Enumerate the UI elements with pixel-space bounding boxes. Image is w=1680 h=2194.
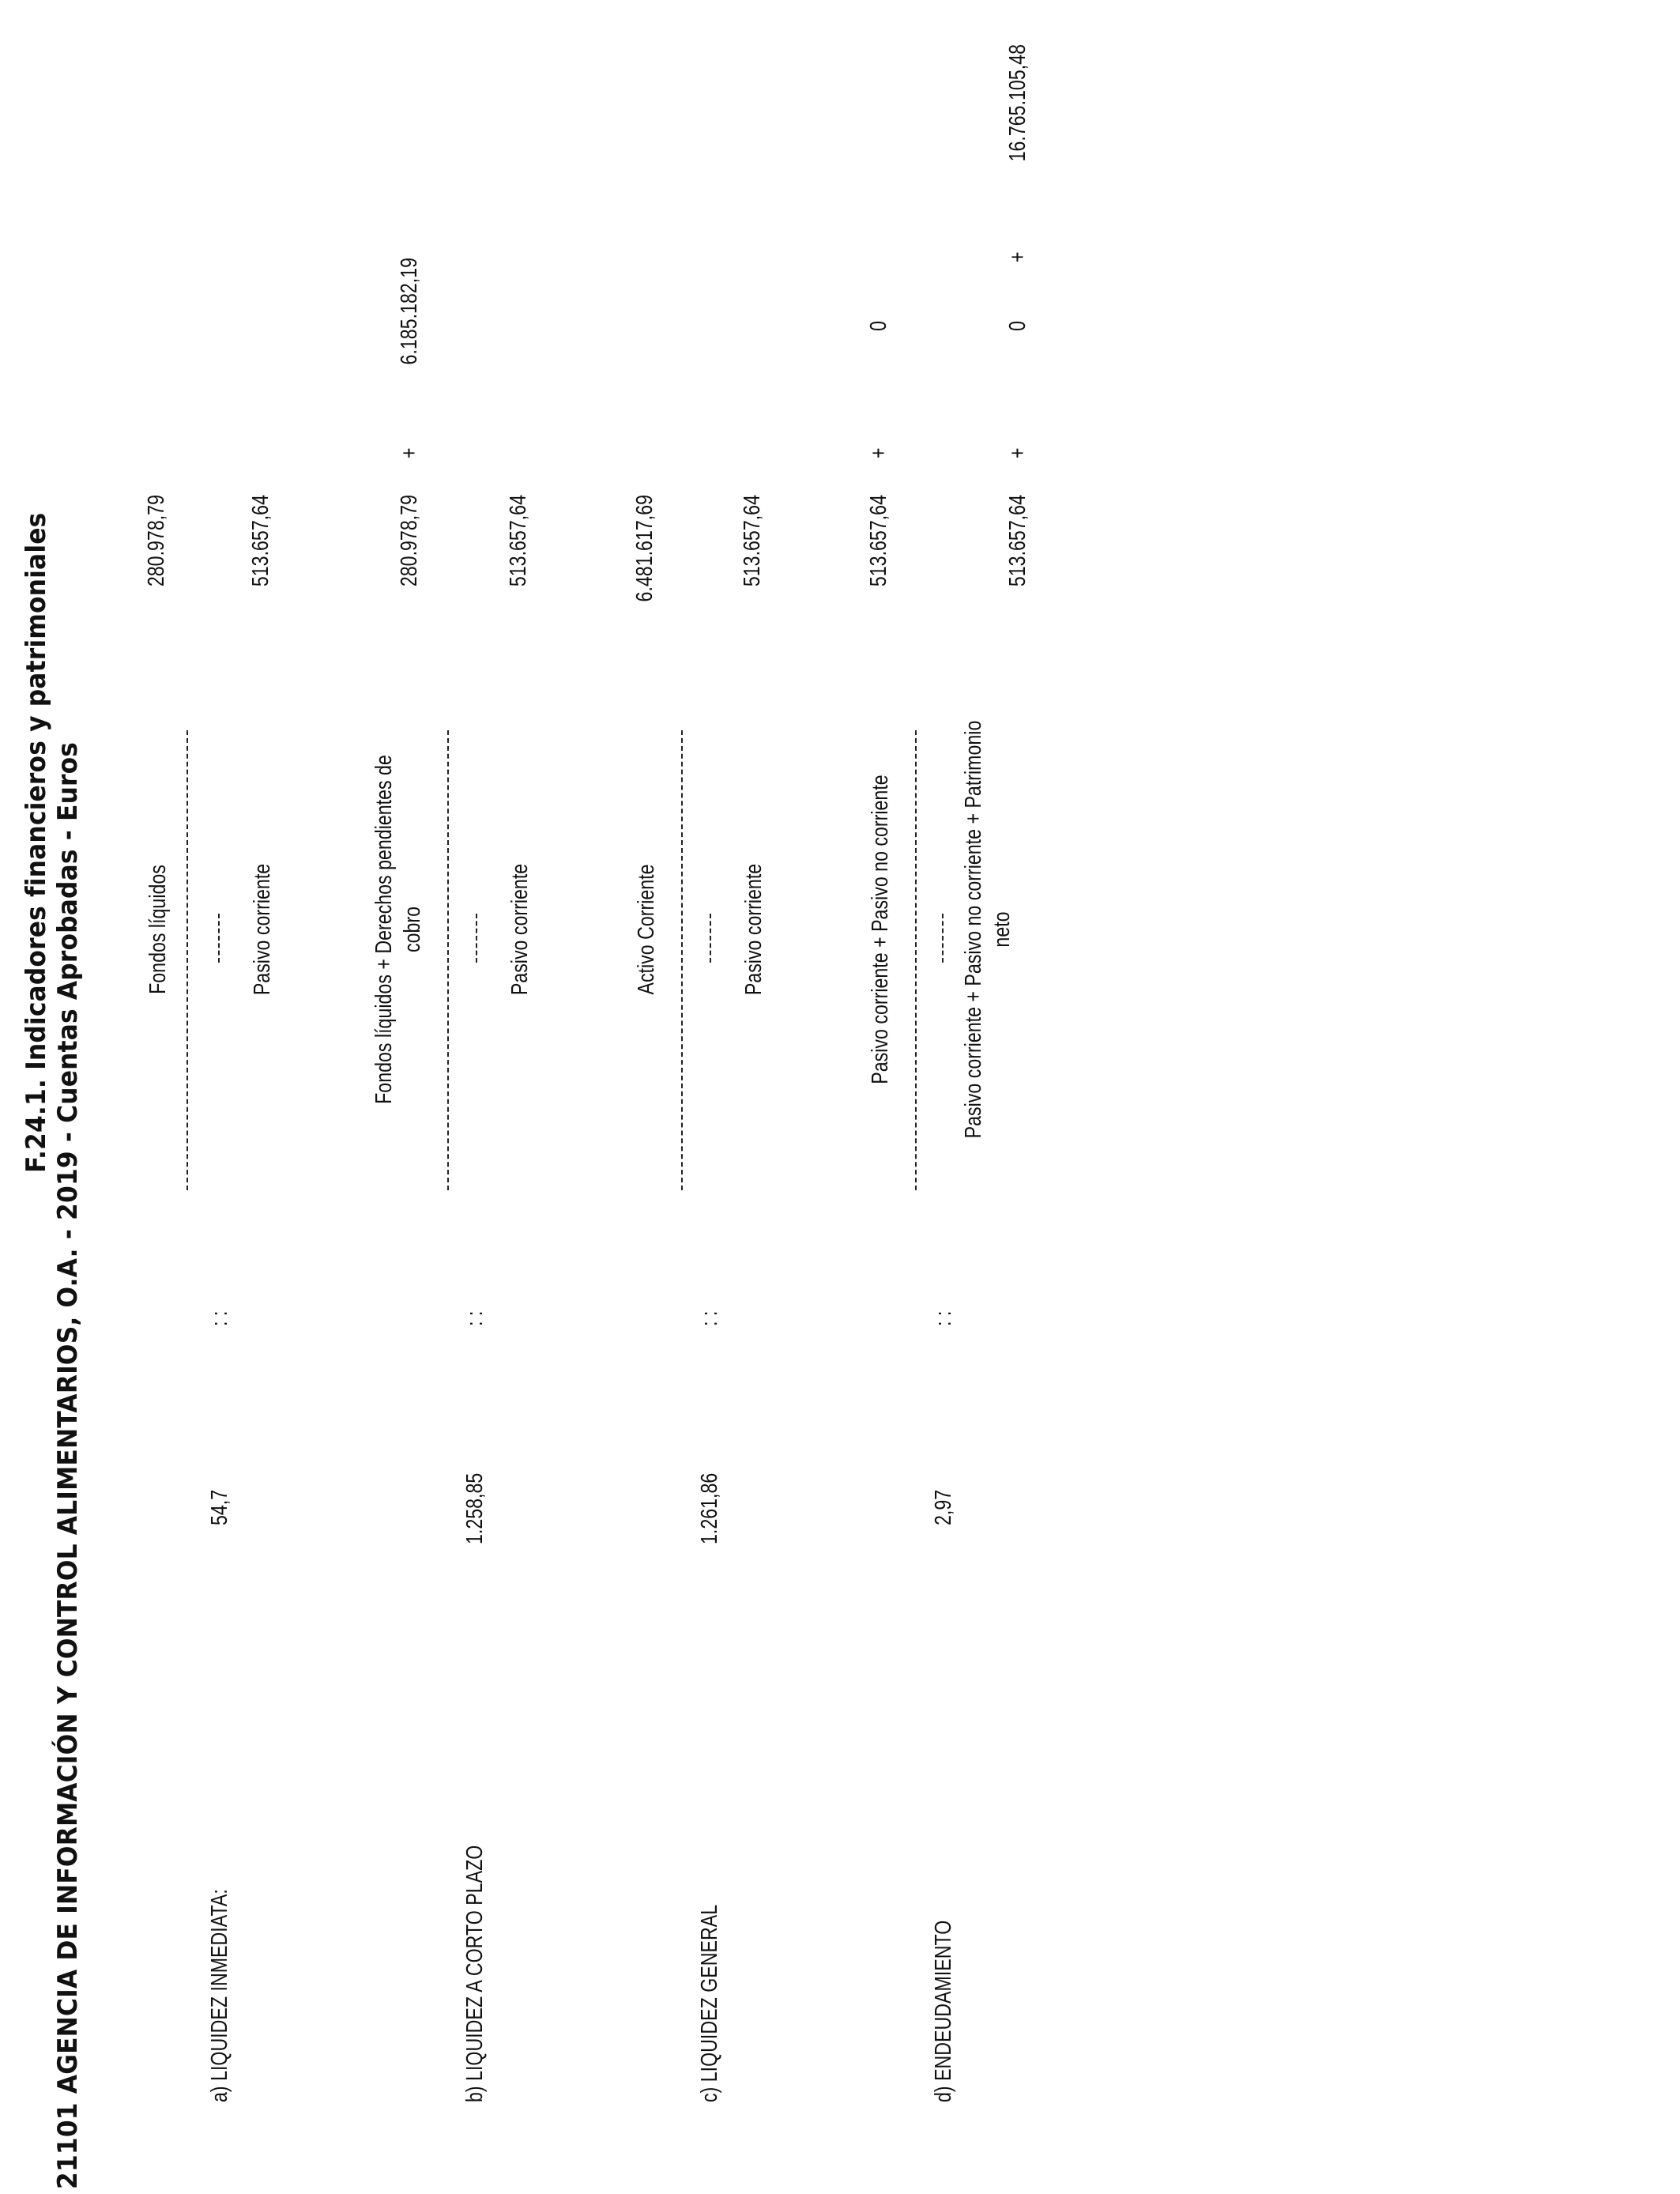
indicator-d-denominator-plus-2: +	[1005, 251, 1030, 262]
indicator-b-denominator-text: Pasivo corriente	[507, 863, 533, 996]
indicator-d-value: 2,97	[931, 1489, 956, 1525]
indicator-b-numerator-text: Fondos líquidos + Derechos pendientes de cobro	[371, 755, 425, 1104]
indicator-c-mini-divider	[710, 914, 711, 963]
indicator-a-denominator-value: 513.657,64	[248, 495, 273, 587]
indicator-d-denominator-text: Pasivo corriente + Pasivo no corriente + Patrimonio neto	[961, 720, 1015, 1139]
report-title: F.24.1. Indicadores financieros y patrimoniales	[21, 512, 52, 1173]
indicator-d-numerator-value-2: 0	[866, 321, 891, 331]
report-subtitle: 21101 AGENCIA DE INFORMACIÓN Y CONTROL ALIMENTARIOS, O.A. - 2019 - Cuentas Aprobadas - Euros	[52, 741, 84, 2189]
indicator-c-denominator-text: Pasivo corriente	[741, 863, 767, 996]
indicator-b-plus: +	[397, 447, 422, 458]
indicator-b-label: b) LIQUIDEZ A CORTO PLAZO	[462, 1845, 488, 2102]
indicator-a-numerator-text: Fondos líquidos	[145, 865, 171, 994]
indicator-c-numerator-text: Activo Corriente	[634, 864, 659, 995]
indicator-a-mini-divider	[218, 914, 220, 963]
indicator-b-mini-divider	[476, 914, 477, 963]
indicator-d-mini-divider	[942, 914, 944, 963]
indicator-a-value: 54,7	[207, 1489, 232, 1525]
indicator-d-denominator-plus-1: +	[1005, 447, 1030, 458]
indicator-a-denominator-text: Pasivo corriente	[250, 863, 275, 996]
indicator-d-denominator-value-1: 513.657,64	[1005, 495, 1030, 587]
indicator-c-fraction-line	[681, 730, 683, 1190]
indicator-c-separator: : :	[697, 1310, 722, 1326]
indicator-b-denominator-value: 513.657,64	[506, 495, 531, 587]
indicator-d-numerator-value-1: 513.657,64	[866, 495, 891, 587]
indicator-d-separator: : :	[931, 1310, 956, 1326]
indicator-c-value: 1.261,86	[697, 1472, 722, 1544]
indicator-b-value: 1.258,85	[462, 1472, 488, 1544]
indicator-c-label: c) LIQUIDEZ GENERAL	[697, 1904, 722, 2102]
indicator-d-label: d) ENDEUDAMIENTO	[931, 1920, 956, 2102]
indicator-d-numerator-text: Pasivo corriente + Pasivo no corriente	[868, 775, 893, 1084]
indicator-b-numerator-value-1: 280.978,79	[397, 495, 422, 587]
indicator-d-fraction-line	[915, 730, 917, 1190]
indicator-c-numerator-value: 6.481.617,69	[632, 495, 657, 602]
indicator-c-denominator-value: 513.657,64	[740, 495, 765, 587]
indicator-a-separator: : :	[207, 1310, 232, 1326]
indicator-b-numerator-value-2: 6.185.182,19	[397, 258, 422, 365]
indicator-a-label: a) LIQUIDEZ INMEDIATA:	[207, 1889, 232, 2102]
indicator-d-denominator-value-2: 0	[1005, 321, 1030, 331]
indicator-d-denominator-value-3: 16.765.105,48	[1005, 44, 1030, 162]
indicator-b-separator: : :	[462, 1310, 488, 1326]
indicator-d-numerator-plus: +	[866, 447, 891, 458]
indicator-a-fraction-line	[186, 730, 188, 1190]
indicator-b-fraction-line	[447, 730, 449, 1190]
indicator-a-numerator-value: 280.978,79	[144, 495, 169, 587]
